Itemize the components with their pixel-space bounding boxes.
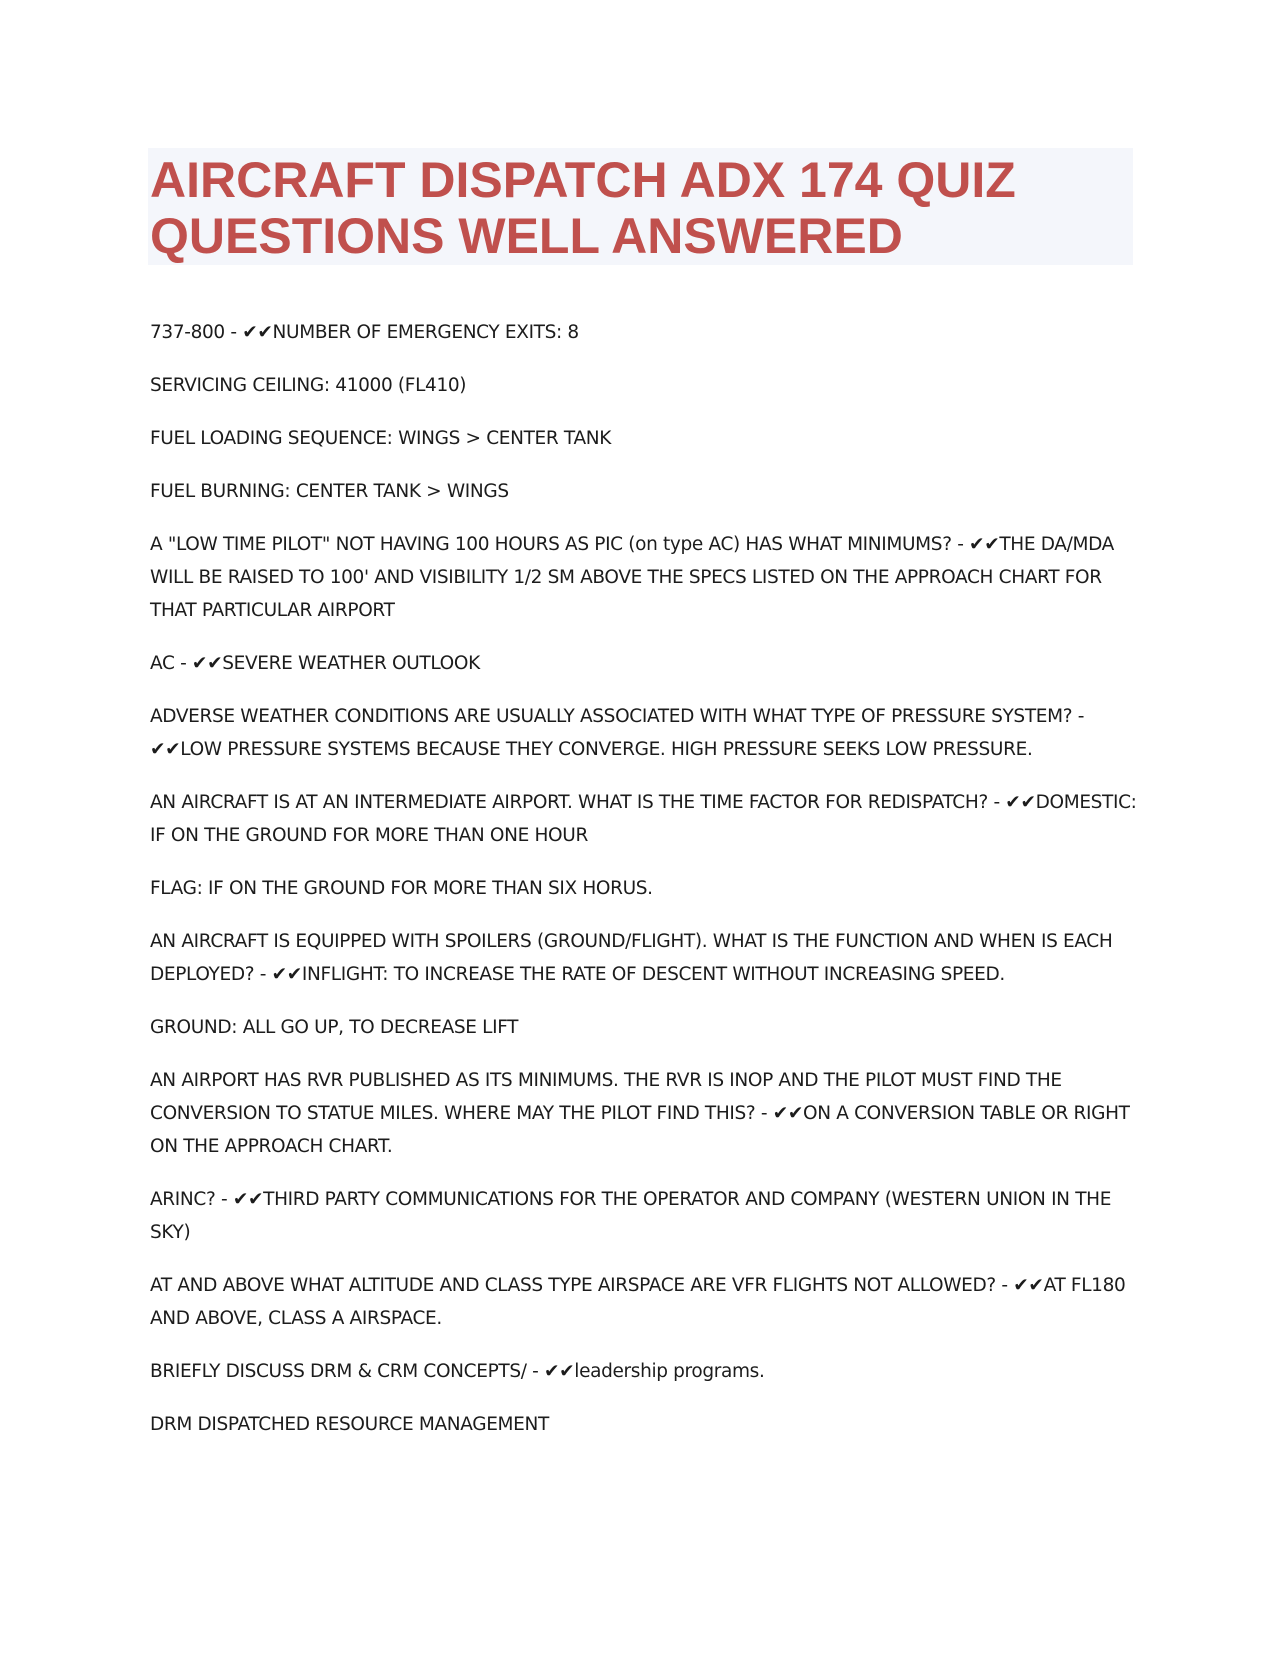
- paragraph-2: SERVICING CEILING: 41000 (FL410): [150, 375, 467, 396]
- paragraph-13: ARINC? - ✔✔THIRD PARTY COMMUNICATIONS FOR THE OPERATOR AND COMPANY (WESTERN UNION IN THE SKY): [150, 1189, 1112, 1243]
- paragraph-7: ADVERSE WEATHER CONDITIONS ARE USUALLY ASSOCIATED WITH WHAT TYPE OF PRESSURE SYSTEM? - ✔✔LOW PRESSURE SYSTEMS BECAUSE THEY CONVERGE. HIGH PRESSURE SEEKS LOW PRESSURE.: [150, 706, 1085, 760]
- paragraph-16: DRM DISPATCHED RESOURCE MANAGEMENT: [150, 1414, 549, 1435]
- paragraph-11: GROUND: ALL GO UP, TO DECREASE LIFT: [150, 1017, 519, 1038]
- paragraph-5: A "LOW TIME PILOT" NOT HAVING 100 HOURS AS PIC (on type AC) HAS WHAT MINIMUMS? - ✔✔THE DA/MDA WILL BE RAISED TO 100' AND VISIBILITY 1/2 SM ABOVE THE SPECS LISTED ON THE APPROACH CHART FOR THAT PARTICULAR AIRPORT: [150, 534, 1114, 621]
- paragraph-4: FUEL BURNING: CENTER TANK > WINGS: [150, 481, 509, 502]
- paragraph-6: AC - ✔✔SEVERE WEATHER OUTLOOK: [150, 653, 480, 674]
- document-title: AIRCRAFT DISPATCH ADX 174 QUIZ QUESTIONS WELL ANSWERED: [150, 152, 1016, 264]
- document-body: [150, 316, 1140, 1461]
- title-banner: [148, 148, 1133, 265]
- paragraph-15: BRIEFLY DISCUSS DRM & CRM CONCEPTS/ - ✔✔leadership programs.: [150, 1361, 765, 1382]
- paragraph-8: AN AIRCRAFT IS AT AN INTERMEDIATE AIRPORT. WHAT IS THE TIME FACTOR FOR REDISPATCH? - ✔✔DOMESTIC: IF ON THE GROUND FOR MORE THAN ONE HOUR: [150, 792, 1137, 846]
- paragraph-1: 737-800 - ✔✔NUMBER OF EMERGENCY EXITS: 8: [150, 322, 579, 343]
- paragraph-10: AN AIRCRAFT IS EQUIPPED WITH SPOILERS (GROUND/FLIGHT). WHAT IS THE FUNCTION AND WHEN IS EACH DEPLOYED? - ✔✔INFLIGHT: TO INCREASE THE RATE OF DESCENT WITHOUT INCREASING SPEED.: [150, 931, 1113, 985]
- paragraph-3: FUEL LOADING SEQUENCE: WINGS > CENTER TANK: [150, 428, 612, 449]
- paragraph-9: FLAG: IF ON THE GROUND FOR MORE THAN SIX HORUS.: [150, 878, 653, 899]
- paragraph-12: AN AIRPORT HAS RVR PUBLISHED AS ITS MINIMUMS. THE RVR IS INOP AND THE PILOT MUST FIND THE CONVERSION TO STATUE MILES. WHERE MAY THE PILOT FIND THIS? - ✔✔ON A CONVERSION TABLE OR RIGHT ON THE APPROACH CHART.: [150, 1070, 1130, 1157]
- paragraph-14: AT AND ABOVE WHAT ALTITUDE AND CLASS TYPE AIRSPACE ARE VFR FLIGHTS NOT ALLOWED? - ✔✔AT FL180 AND ABOVE, CLASS A AIRSPACE.: [150, 1275, 1126, 1329]
